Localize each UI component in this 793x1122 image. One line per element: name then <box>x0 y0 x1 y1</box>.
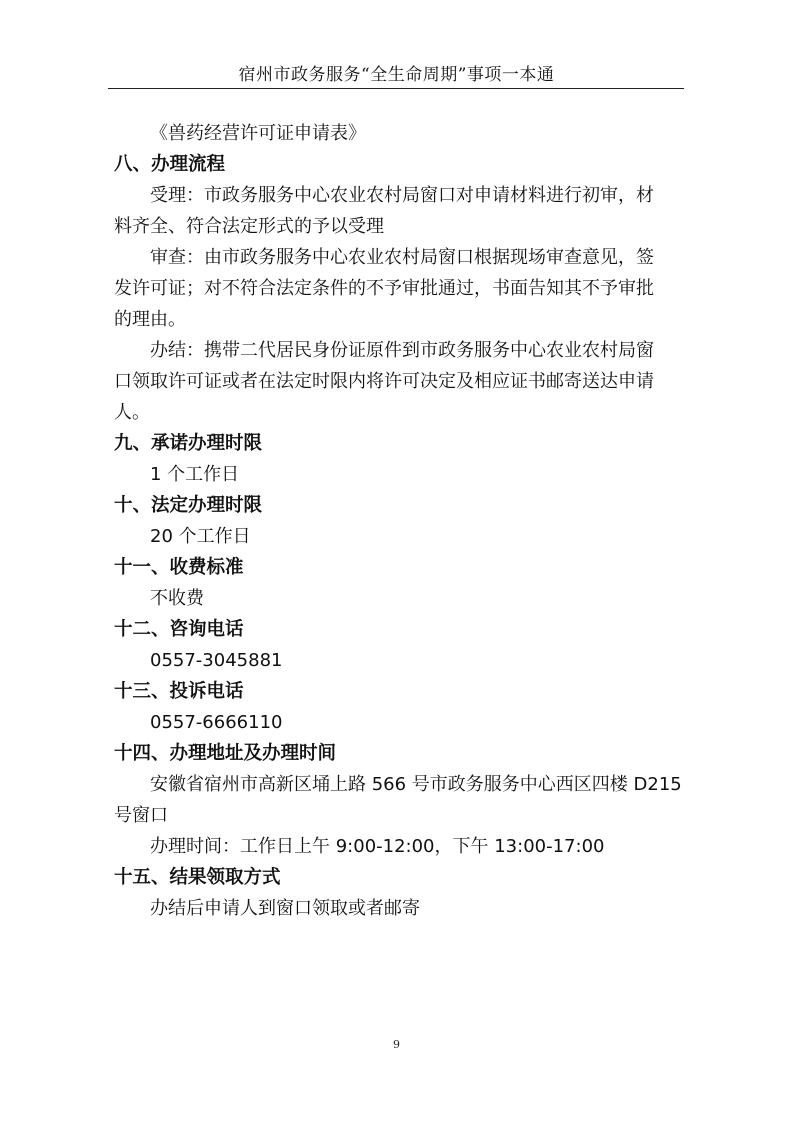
section <box>114 614 684 676</box>
body-text-line: 口领取许可证或者在法定时限内将许可决定及相应证书邮寄送达申请 <box>114 371 654 392</box>
body-text-line: 办理时间：工作日上午 9:00-12:00，下午 13:00-17:00 <box>150 836 605 857</box>
body-text-line: 办结后申请人到窗口领取或者邮寄 <box>150 898 420 919</box>
body-text-line: 人。 <box>114 402 150 423</box>
section-heading: 十四、办理地址及办理时间 <box>114 743 337 764</box>
body-text-line: 0557-3045881 <box>150 650 283 671</box>
section <box>114 149 684 428</box>
body-text-line: 发许可证；对不符合法定条件的不予审批通过，书面告知其不予审批 <box>114 278 654 299</box>
section-heading: 十一、收费标准 <box>114 557 244 578</box>
body-text-line: 安徽省宿州市高新区埇上路 566 号市政务服务中心西区四楼 D215 <box>150 774 682 795</box>
body-text-line: 不收费 <box>150 588 204 609</box>
section <box>114 738 684 862</box>
section-heading: 十三、投诉电话 <box>114 681 244 702</box>
header-title: 宿州市政务服务“全生命周期”事项一本通 <box>238 65 555 85</box>
body-text-line: 号窗口 <box>114 805 168 826</box>
section <box>114 676 684 738</box>
body-text-line: 0557-6666110 <box>150 712 283 733</box>
body-text-line: 的理由。 <box>114 309 186 330</box>
body-text-line: 审查：由市政务服务中心农业农村局窗口根据现场审查意见，签 <box>150 247 654 268</box>
section-heading: 十五、结果领取方式 <box>114 867 281 888</box>
header-rule <box>108 88 684 89</box>
section <box>114 862 684 924</box>
body-text-line: 1 个工作日 <box>150 464 240 485</box>
body-text-line: 料齐全、符合法定形式的予以受理 <box>114 216 384 237</box>
body-text-line: 办结：携带二代居民身份证原件到市政务服务中心农业农村局窗 <box>150 340 654 361</box>
section-heading: 九、承诺办理时限 <box>114 433 263 454</box>
body-text-line: 受理：市政务服务中心农业农村局窗口对申请材料进行初审，材 <box>150 185 654 206</box>
section <box>114 552 684 614</box>
section <box>114 118 684 149</box>
section-heading: 十、法定办理时限 <box>114 495 263 516</box>
section <box>114 428 684 490</box>
page-header <box>0 60 793 85</box>
section <box>114 490 684 552</box>
page-number: 9 <box>393 1038 400 1051</box>
body-text-line: 《兽药经营许可证申请表》 <box>150 123 366 144</box>
document-body <box>114 118 684 924</box>
body-text-line: 20 个工作日 <box>150 526 251 547</box>
section-heading: 十二、咨询电话 <box>114 619 244 640</box>
section-heading: 八、办理流程 <box>114 154 226 175</box>
